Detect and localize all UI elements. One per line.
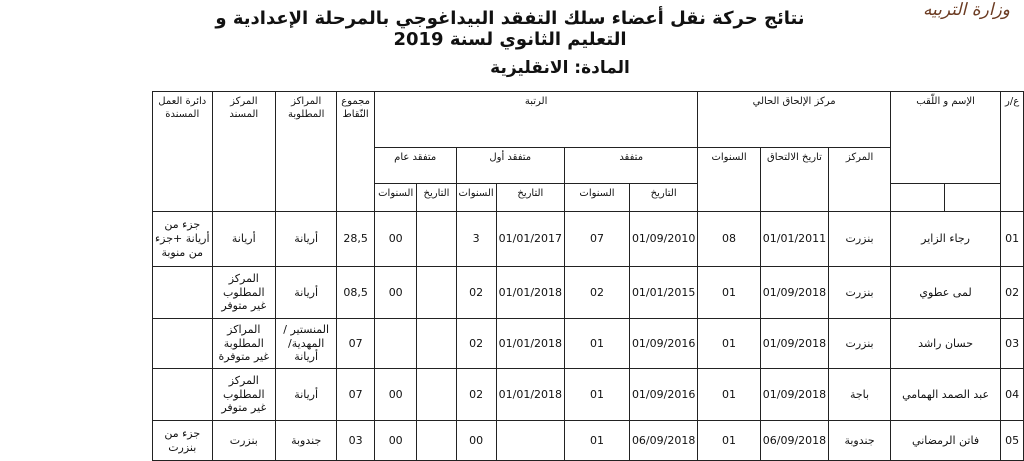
cell-first-years: 3 xyxy=(456,212,496,267)
header-total-points: مجموع النّقاط xyxy=(337,92,375,212)
header-assigned-center: المركز المسند xyxy=(212,92,276,212)
cell-first-date: 01/01/2018 xyxy=(496,319,564,369)
header-inspector: متفقد xyxy=(565,148,698,184)
cell-points: 07 xyxy=(337,319,375,369)
cell-area xyxy=(153,369,213,421)
cell-insp-years: 01 xyxy=(565,319,630,369)
cell-requested: أريانة xyxy=(276,267,337,319)
header-years: السنوات xyxy=(698,148,760,212)
header-join-date: تاريخ الالتحاق xyxy=(760,148,828,212)
table-row xyxy=(153,421,1024,461)
cell-gen-date xyxy=(417,421,456,461)
header-first-date: التاريخ xyxy=(496,184,564,212)
cell-first-years: 00 xyxy=(456,421,496,461)
cell-num: 05 xyxy=(1001,421,1024,461)
page-title: نتائج حركة نقل أعضاء سلك التفقد البيداغوجي بالمرحلة الإعدادية و التعليم الثانوي لسنة 2019 xyxy=(215,8,805,50)
cell-first-date: 01/01/2018 xyxy=(496,267,564,319)
cell-first-date xyxy=(496,421,564,461)
cell-first-years: 02 xyxy=(456,319,496,369)
results-table xyxy=(152,91,1024,461)
cell-gen-years: 00 xyxy=(374,421,417,461)
ministry-logo-text: وزارة التربيه xyxy=(922,0,1010,20)
table-row xyxy=(153,212,1024,267)
cell-assigned: أريانة xyxy=(212,212,276,267)
table-row xyxy=(153,267,1024,319)
cell-name: فاتن الرمضاني xyxy=(890,421,1000,461)
table-row xyxy=(153,369,1024,421)
cell-assigned: المركز المطلوب غير متوفر xyxy=(212,267,276,319)
cell-center: بنزرت xyxy=(829,212,891,267)
cell-area xyxy=(153,319,213,369)
cell-years: 01 xyxy=(698,267,760,319)
cell-first-date: 01/01/2018 xyxy=(496,369,564,421)
header-insp-years: السنوات xyxy=(565,184,630,212)
cell-join-date: 01/09/2018 xyxy=(760,267,828,319)
cell-points: 03 xyxy=(337,421,375,461)
cell-years: 01 xyxy=(698,369,760,421)
cell-points: 07 xyxy=(337,369,375,421)
cell-area xyxy=(153,267,213,319)
cell-num: 04 xyxy=(1001,369,1024,421)
cell-gen-years: 00 xyxy=(374,267,417,319)
cell-area: جزء من بنزرت xyxy=(153,421,213,461)
cell-gen-years xyxy=(374,319,417,369)
header-gen-date: التاريخ xyxy=(417,184,456,212)
header-rank: الرتبة xyxy=(374,92,697,148)
cell-center: جندوبة xyxy=(829,421,891,461)
cell-insp-years: 02 xyxy=(565,267,630,319)
cell-join-date: 01/01/2011 xyxy=(760,212,828,267)
cell-insp-date: 01/09/2016 xyxy=(629,369,697,421)
cell-num: 03 xyxy=(1001,319,1024,369)
cell-first-years: 02 xyxy=(456,369,496,421)
cell-points: 28,5 xyxy=(337,212,375,267)
cell-insp-date: 01/09/2010 xyxy=(629,212,697,267)
cell-name: رجاء الزاير xyxy=(890,212,1000,267)
cell-gen-years: 00 xyxy=(374,369,417,421)
cell-years: 01 xyxy=(698,421,760,461)
cell-assigned: المركز المطلوب غير متوفر xyxy=(212,369,276,421)
cell-join-date: 01/09/2018 xyxy=(760,319,828,369)
cell-insp-years: 01 xyxy=(565,421,630,461)
cell-gen-date xyxy=(417,319,456,369)
cell-insp-date: 01/01/2015 xyxy=(629,267,697,319)
header-insp-date: التاريخ xyxy=(629,184,697,212)
header-assigned-area: دائرة العمل المسندة xyxy=(153,92,213,212)
cell-center: باجة xyxy=(829,369,891,421)
cell-requested: المنستير /المهدية/ أريانة xyxy=(276,319,337,369)
cell-gen-date xyxy=(417,267,456,319)
cell-gen-date xyxy=(417,212,456,267)
cell-center: بنزرت xyxy=(829,319,891,369)
cell-assigned: المراكز المطلوبة غير متوفرة xyxy=(212,319,276,369)
cell-name: حسان راشد xyxy=(890,319,1000,369)
header-center: المركز xyxy=(829,148,891,212)
cell-num: 01 xyxy=(1001,212,1024,267)
cell-gen-date xyxy=(417,369,456,421)
cell-first-years: 02 xyxy=(456,267,496,319)
cell-first-date: 01/01/2017 xyxy=(496,212,564,267)
cell-requested: أريانة xyxy=(276,212,337,267)
cell-insp-date: 01/09/2016 xyxy=(629,319,697,369)
cell-years: 08 xyxy=(698,212,760,267)
cell-join-date: 01/09/2018 xyxy=(760,369,828,421)
header-general-inspector: متفقد عام xyxy=(374,148,456,184)
cell-years: 01 xyxy=(698,319,760,369)
cell-area: جزء من أريانة +جزء من منوبة xyxy=(153,212,213,267)
cell-join-date: 06/09/2018 xyxy=(760,421,828,461)
cell-center: بنزرت xyxy=(829,267,891,319)
cell-requested: أريانة xyxy=(276,369,337,421)
header-first-inspector: متفقد أول xyxy=(456,148,565,184)
header-num: ع/ر xyxy=(1001,92,1024,212)
cell-insp-years: 07 xyxy=(565,212,630,267)
cell-num: 02 xyxy=(1001,267,1024,319)
header-requested-centers: المراكز المطلوبة xyxy=(276,92,337,212)
cell-name: لمى عطوي xyxy=(890,267,1000,319)
header-name: الإسم و اللّقب xyxy=(890,92,1000,184)
header-first-years: السنوات xyxy=(456,184,496,212)
cell-insp-date: 06/09/2018 xyxy=(629,421,697,461)
cell-points: 08,5 xyxy=(337,267,375,319)
header-blank xyxy=(890,184,944,212)
header-gen-years: السنوات xyxy=(374,184,417,212)
cell-gen-years: 00 xyxy=(374,212,417,267)
subject-heading: المادة: الانقليزية xyxy=(490,58,630,78)
cell-name: عبد الصمد الهمامي xyxy=(890,369,1000,421)
cell-insp-years: 01 xyxy=(565,369,630,421)
header-current-center: مركز الإلحاق الحالي xyxy=(698,92,891,148)
table-row xyxy=(153,319,1024,369)
cell-requested: جندوبة xyxy=(276,421,337,461)
cell-assigned: بنزرت xyxy=(212,421,276,461)
